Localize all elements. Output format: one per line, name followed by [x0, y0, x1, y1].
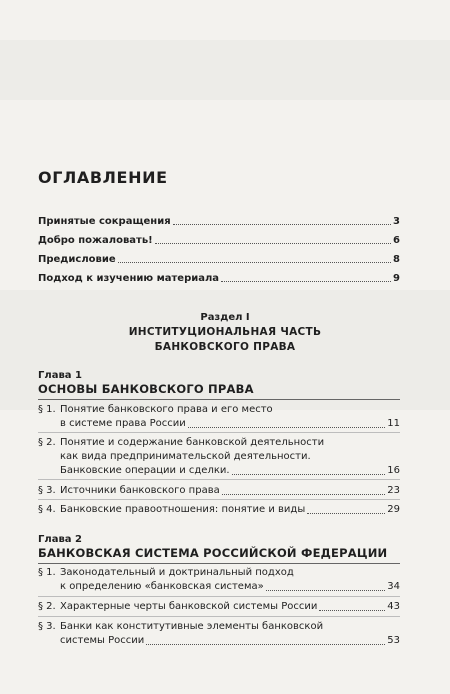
section-text-line: системы России — [60, 635, 145, 646]
section-body — [60, 484, 400, 498]
toc-leader — [173, 224, 391, 225]
toc-leader — [155, 243, 391, 244]
toc-entry-text: Подход к изучению материала — [38, 273, 220, 284]
page-bleed-top — [0, 40, 450, 100]
section-text-line: Банковские правоотношения: понятие и виды — [60, 504, 306, 515]
section-text-line: в системе права России — [60, 418, 186, 429]
toc-section-entry[interactable] — [38, 620, 400, 648]
section-number: § 1. — [38, 404, 56, 415]
toc-leader — [146, 644, 385, 645]
section-last-line — [60, 484, 400, 498]
section-last-line — [60, 417, 400, 431]
section-text-line: Источники банковского права — [60, 485, 220, 496]
toc-leader — [222, 494, 386, 495]
toc-section-entry[interactable] — [38, 503, 400, 517]
toc-leader — [232, 474, 386, 475]
toc-page-number: 43 — [387, 601, 400, 612]
section-divider — [38, 479, 400, 480]
chapter-divider — [38, 399, 400, 400]
toc-entry-preface[interactable] — [38, 253, 400, 266]
section-divider — [38, 499, 400, 500]
section-last-line — [60, 464, 400, 478]
toc-entry-abbreviations[interactable] — [38, 215, 400, 228]
section-body — [60, 620, 400, 648]
toc-entry-approach[interactable] — [38, 272, 400, 285]
section-number: § 3. — [38, 621, 56, 632]
part-title-line: БАНКОВСКОГО ПРАВА — [154, 341, 296, 353]
chapter-label: Глава 1 — [38, 370, 82, 381]
toc-section-entry[interactable] — [38, 403, 400, 431]
chapter-title: БАНКОВСКАЯ СИСТЕМА РОССИЙСКОЙ ФЕДЕРАЦИИ — [38, 546, 388, 560]
section-number: § 4. — [38, 504, 56, 515]
section-text-line: как вида предпринимательской деятельности. — [60, 451, 311, 462]
toc-entry-text: Добро пожаловать! — [38, 235, 153, 246]
toc-leader — [188, 427, 385, 428]
section-body — [60, 403, 400, 431]
part-title — [0, 325, 450, 355]
chapter-title: ОСНОВЫ БАНКОВСКОГО ПРАВА — [38, 382, 254, 396]
toc-leader — [221, 281, 391, 282]
section-text-line: Понятие и содержание банковской деятельности — [60, 437, 325, 448]
toc-page-number: 34 — [387, 581, 400, 592]
toc-page-number: 53 — [387, 635, 400, 646]
section-number: § 2. — [38, 601, 56, 612]
toc-leader — [307, 513, 385, 514]
section-text-line: к определению «банковская система» — [60, 581, 264, 592]
toc-page-number: 6 — [393, 235, 400, 246]
section-last-line — [60, 503, 400, 517]
toc-leader — [319, 610, 385, 611]
section-last-line — [60, 634, 400, 648]
section-text-line: Понятие банковского права и его место — [60, 404, 273, 415]
toc-page-number: 29 — [387, 504, 400, 515]
toc-entry-text: Принятые сокращения — [38, 216, 171, 227]
toc-section-entry[interactable] — [38, 600, 400, 614]
page-title: ОГЛАВЛЕНИЕ — [38, 168, 168, 187]
section-text-line: Банковские операции и сделки. — [60, 465, 230, 476]
toc-section-entry[interactable] — [38, 436, 400, 478]
part-label: Раздел I — [200, 312, 250, 323]
section-body — [60, 436, 400, 478]
section-divider — [38, 432, 400, 433]
section-divider — [38, 596, 400, 597]
toc-page-number: 9 — [393, 273, 400, 284]
section-divider — [38, 616, 400, 617]
toc-page-number: 16 — [387, 465, 400, 476]
section-body — [60, 566, 400, 594]
section-body — [60, 503, 400, 517]
toc-leader — [118, 262, 391, 263]
chapter-divider — [38, 563, 400, 564]
toc-page-number: 11 — [387, 418, 400, 429]
toc-section-entry[interactable] — [38, 566, 400, 594]
part-title-line: ИНСТИТУЦИОНАЛЬНАЯ ЧАСТЬ — [128, 326, 322, 338]
toc-leader — [266, 590, 386, 591]
toc-page-number: 8 — [393, 254, 400, 265]
section-last-line — [60, 580, 400, 594]
toc-page-number: 23 — [387, 485, 400, 496]
section-number: § 1. — [38, 567, 56, 578]
section-last-line — [60, 600, 400, 614]
section-number: § 2. — [38, 437, 56, 448]
toc-section-entry[interactable] — [38, 484, 400, 498]
section-text-line: Характерные черты банковской системы России — [60, 601, 318, 612]
section-number: § 3. — [38, 485, 56, 496]
chapter-label: Глава 2 — [38, 534, 82, 545]
section-text-line: Законодательный и доктринальный подход — [60, 567, 294, 578]
toc-entry-welcome[interactable] — [38, 234, 400, 247]
toc-entry-text: Предисловие — [38, 254, 116, 265]
section-text-line: Банки как конститутивные элементы банковской — [60, 621, 324, 632]
toc-page-number: 3 — [393, 216, 400, 227]
section-body — [60, 600, 400, 614]
